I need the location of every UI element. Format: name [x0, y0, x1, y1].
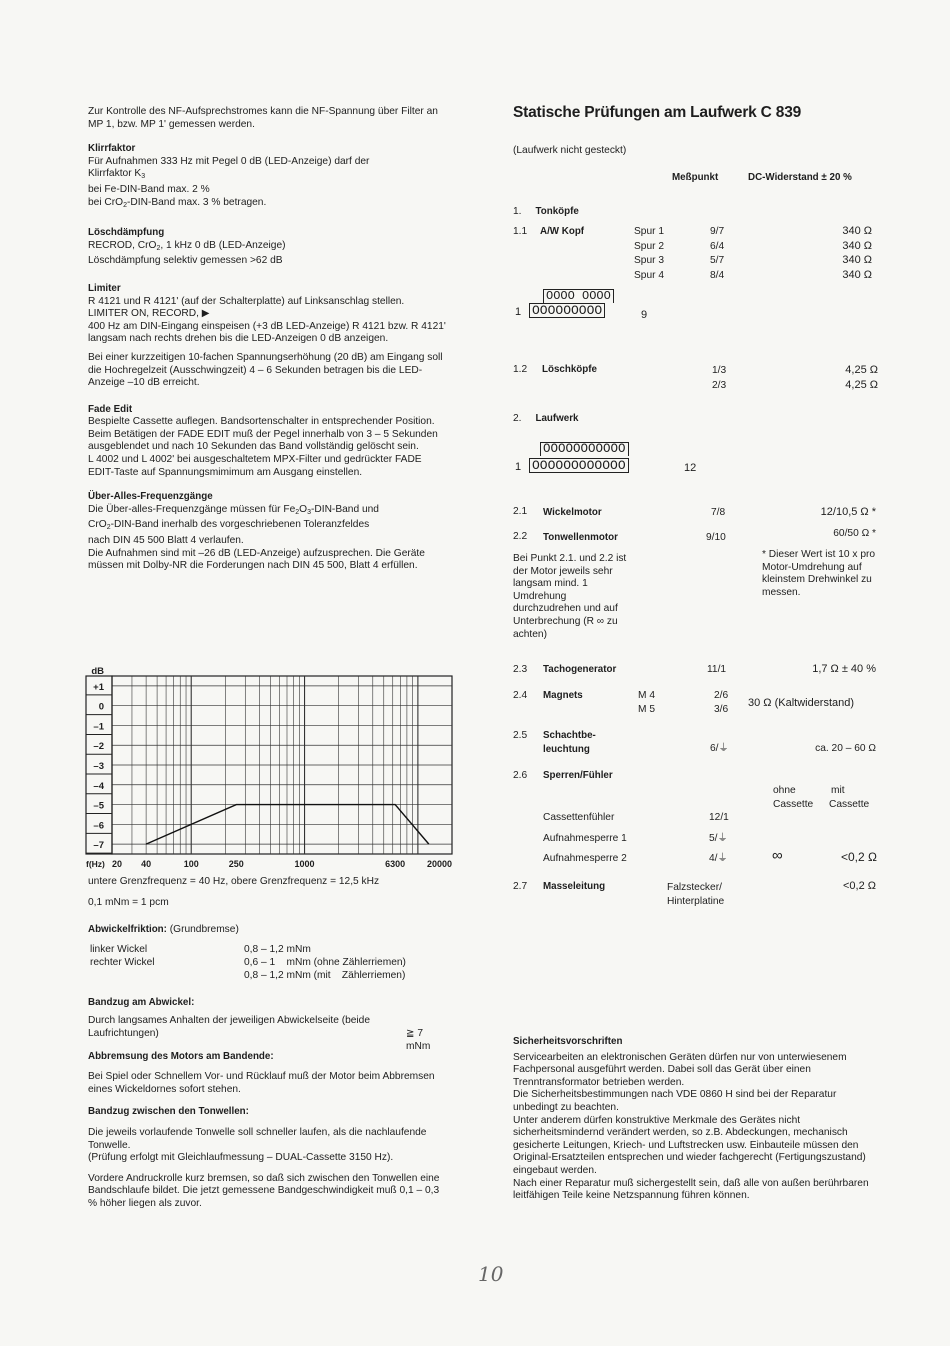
sperren-header-ohne: ohne: [773, 785, 796, 796]
section-2-6-label: Sperren/Fühler: [543, 770, 613, 781]
abwickel-row-value: 0,8 – 1,2 mNm: [244, 943, 311, 955]
bandzug-abwickel-p2: Laufrichtungen) ≧ 7 mNm: [88, 1028, 450, 1041]
limiter-heading: Limiter: [88, 282, 121, 294]
section-2-5-label-2: leuchtung: [543, 744, 590, 755]
chart-x-tick-label: 6300: [385, 859, 406, 869]
sperren-row-label: Aufnahmesperre 1: [543, 832, 627, 844]
section-2-5-number: 2.5: [513, 730, 528, 741]
aw-kopf-value: 340 Ω: [842, 239, 872, 252]
section-2-3-value: 1,7 Ω ± 40 %: [812, 663, 876, 675]
section-2-4-value: 30 Ω (Kaltwiderstand): [748, 697, 855, 709]
bandzug-abwickel-value: ≧ 7 mNm: [406, 1027, 431, 1052]
section-2-2-messpunkt: 9/10: [706, 532, 726, 543]
loeschkopf-value: 4,25 Ω: [845, 364, 878, 376]
sperren-header-cassette-2: Cassette: [829, 799, 870, 810]
abwickel-row-value: 0,8 – 1,2 mNm (mit Zählerriemen): [244, 969, 406, 981]
klirrfaktor-line-3: bei Fe-DIN-Band max. 2 %: [88, 183, 210, 195]
connector-1-left-label: 1: [515, 306, 522, 318]
sperren-row-ohne: ∞: [772, 847, 783, 864]
chart-y-tick-label: +1: [93, 681, 104, 693]
section-2-4-m5: M 5: [638, 704, 655, 715]
safety-p3: Unter anderem dürfen konstruktive Merkmale des Gerätes nicht sicherheitsmindernd verändert werden, so z.B. Abdeckungen, mechanisch gesicherte Leitungen, Kriech- und Luftstrecken usw. Einbauteile müssen den Original-Ersatzteilen entsprechen und wieder fachgerecht (Fertigungszustand) eingebaut werden.: [513, 1114, 866, 1176]
tonwellen-p1: Die jeweils vorlaufende Tonwelle soll schneller laufen, als die nachlaufende Tonwelle.: [88, 1126, 427, 1151]
column-header-dc-widerstand: DC-Widerstand ± 20 %: [748, 172, 852, 183]
tonwellen-p3: Vordere Andruckrolle kurz bremsen, so daß sich zwischen den Tonwellen eine Bandschlaufe bildet. Die jetzt gemessene Bandgeschwindigkeit muß 0,1 – 0,3 % höher liegen als zuvor.: [88, 1172, 440, 1209]
loeschdaempfung-line-2: Löschdämpfung selektiv gemessen >62 dB: [88, 255, 283, 267]
section-2-2-value: 60/50 Ω *: [833, 528, 876, 539]
aw-kopf-spur: Spur 4: [634, 269, 665, 281]
left-column-lower: [88, 876, 450, 1211]
pcm-line: 0,1 mNm = 1 pcm: [88, 896, 169, 908]
right-subtitle: (Laufwerk nicht gesteckt): [513, 145, 627, 156]
aw-kopf-value: 340 Ω: [842, 268, 872, 281]
asterisk-note: * Dieser Wert ist 10 x pro Motor-Umdrehung auf kleinstem Drehwinkel zu messen.: [762, 549, 876, 598]
aw-kopf-value: 340 Ω: [842, 225, 872, 237]
chart-x-tick-label: 20000: [426, 859, 452, 869]
fade-edit-p2: L 4002 und L 4002' bei ausgeschaltetem MPX-Filter und gedrückter FADE EDIT-Taste auf Spannungsmimimum am Ausgang einstellen.: [88, 454, 422, 478]
abwickelfriktion-note: (Grundbremse): [166, 924, 239, 936]
chart-x-tick-label: 20: [112, 859, 123, 869]
klirrfaktor-line-1: Für Aufnahmen 333 Hz mit Pegel 0 dB (LED-Anzeige) darf der: [88, 155, 370, 167]
aw-kopf-messpunkt: 6/4: [710, 240, 725, 252]
chart-y-tick-label: –5: [93, 800, 104, 812]
abbremsung-heading: Abbremsung des Motors am Bandende:: [88, 1050, 274, 1062]
aw-kopf-spur: Spur 3: [634, 255, 665, 266]
section-1-1-number: 1.1: [513, 226, 528, 237]
safety-heading: Sicherheitsvorschriften: [513, 1036, 623, 1047]
klirrfaktor-heading: Klirrfaktor: [88, 143, 136, 155]
limiter-p4: Bei einer kurzzeitigen 10-fachen Spannungserhöhung (20 dB) am Eingang soll die Hochregelzeit (Ausschwingzeit) 4 – 6 Sekunden betragen bis die LED-Anzeige –10 dB erreicht.: [88, 351, 443, 389]
sperren-row-messpunkt: 5/⏚: [709, 832, 728, 844]
fade-edit-p1: Bespielte Cassette auflegen. Bandsortenschalter in entsprechender Position. Beim Betätigen der FADE EDIT muß der Pegel innerhalb von 3 – 5 Sekunden ausgeblendet und nach 10 Sekunden das Band vollständig gelöscht sein.: [88, 416, 438, 453]
section-2-4-mp1: 2/6: [714, 690, 729, 701]
abbremsung-text: Bei Spiel oder Schnellem Vor- und Rücklauf muß der Motor beim Abbremsen eines Wickeldornes sofort stehen.: [88, 1071, 435, 1095]
sperren-row-label: Cassettenfühler: [543, 812, 615, 823]
section-2-7-messpunkt-1: Falzstecker/: [667, 882, 722, 893]
section-2-3-number: 2.3: [513, 664, 528, 675]
section-2-4-number: 2.4: [513, 690, 528, 701]
intro-paragraph: Zur Kontrolle des NF-Aufsprechstromes kann die NF-Spannung über Filter an MP 1, bzw. MP 1' gemessen werden.: [88, 106, 438, 130]
sperren-header-mit: mit: [831, 785, 845, 796]
safety-p4: Nach einer Reparatur muß sichergestellt sein, daß alle von außen berührbaren leitfähigen Teile keine Netzspannung führen können.: [513, 1177, 869, 1202]
abwickel-row-label: linker Wickel: [90, 943, 148, 955]
chart-x-tick-label: 250: [228, 859, 244, 869]
connector-2-top-row: OOOOOOOOOOO: [540, 442, 629, 456]
bandzug-abwickel-heading: Bandzug am Abwickel:: [88, 996, 195, 1008]
section-2-6-number: 2.6: [513, 770, 528, 781]
section-2-4-mp2: 3/6: [714, 704, 729, 715]
chart-x-tick-label: 100: [183, 859, 199, 869]
abwickel-row-label: rechter Wickel: [90, 956, 155, 968]
section-2-3-messpunkt: 11/1: [707, 664, 727, 675]
aw-kopf-messpunkt: 8/4: [710, 269, 725, 281]
limiter-p1: R 4121 und R 4121' (auf der Schalterplatte) auf Linksanschlag stellen.: [88, 295, 405, 307]
safety-section: [513, 1036, 879, 1203]
section-2-2-number: 2.2: [513, 531, 528, 542]
section-1-2-number: 1.2: [513, 364, 528, 375]
section-2-5-value: ca. 20 – 60 Ω: [815, 743, 876, 754]
right-title: Statische Prüfungen am Laufwerk C 839: [513, 104, 802, 121]
section-2-1-messpunkt: 7/8: [711, 507, 726, 518]
section-2-5-messpunkt: 6/⏚: [710, 743, 729, 754]
frequenzgaenge-line-3: nach DIN 45 500 Blatt 4 verlaufen.: [88, 535, 244, 547]
sperren-row-mit: <0,2 Ω: [841, 850, 877, 864]
limiter-p3: 400 Hz am DIN-Eingang einspeisen (+3 dB LED-Anzeige) R 4121 bzw. R 4121' langsam nach rechts drehen bis die LED-Anzeigen 0 dB anzeigen.: [88, 320, 446, 345]
connector-2-right-label: 12: [684, 462, 697, 474]
column-header-messpunkt: Meßpunkt: [672, 172, 719, 183]
chart-x-tick-label: 40: [141, 859, 152, 869]
section-1-1-label: A/W Kopf: [540, 226, 585, 237]
aw-kopf-messpunkt: 5/7: [710, 255, 725, 266]
section-2-5-label-1: Schachtbe-: [543, 730, 596, 741]
section-2-3-label: Tachogenerator: [543, 664, 617, 675]
sperren-row-messpunkt: 12/1: [709, 812, 729, 823]
frequenzgaenge-p2: Die Aufnahmen sind mit –26 dB (LED-Anzeige) aufzusprechen. Die Geräte müssen mit Dolby-NR die Forderungen nach DIN 45 500, Blatt 4 erfüllen.: [88, 547, 425, 572]
chart-y-tick-label: –1: [93, 721, 104, 733]
tonwellen-p2: (Prüfung erfolgt mit Gleichlaufmessung – DUAL-Cassette 3150 Hz).: [88, 1152, 394, 1164]
section-2-7-value: <0,2 Ω: [843, 880, 876, 892]
connector-1-bottom-row: OOOOOOOOO: [529, 303, 605, 318]
connector-1-right-label: 9: [641, 309, 648, 321]
klirrfaktor-line-4: bei CrO$_2$-DIN-Band max. 3 % betragen.: [88, 196, 267, 209]
frequency-response-chart: [86, 666, 456, 872]
connector-2-left-label: 1: [515, 461, 522, 473]
fade-edit-heading: Fade Edit: [88, 403, 133, 415]
frequenzgaenge-heading: Über-Alles-Frequenzgänge: [88, 491, 213, 503]
tonwellen-heading: Bandzug zwischen den Tonwellen:: [88, 1106, 249, 1118]
safety-p1: Servicearbeiten an elektronischen Geräten dürfen nur von unterwiesenem Fachpersonal ausgeführt werden. Dabei soll das Gerät über einen Trenntransformator betrieben werden.: [513, 1051, 847, 1088]
chart-y-axis-label: dB: [91, 666, 104, 677]
safety-p2: Die Sicherheitsbestimmungen nach VDE 0860 H sind bei der Reparatur unbedingt zu beachten.: [513, 1089, 837, 1113]
section-2-1-label: Wickelmotor: [543, 507, 602, 518]
connector-1-top-row: OOOO OOOO: [543, 289, 614, 303]
grenzfrequenz-line: untere Grenzfrequenz = 40 Hz, obere Grenzfrequenz = 12,5 kHz: [88, 876, 380, 887]
chart-y-tick-label: –3: [93, 761, 104, 772]
section-2: 2. Laufwerk: [513, 413, 579, 424]
section-2-2-label: Tonwellenmotor: [543, 532, 618, 543]
abwickelfriktion-table: [88, 944, 450, 983]
left-column: [88, 106, 450, 573]
frequenzgaenge-line-2: CrO$_2$-DIN-Band inerhalb des vorgeschriebenen Toleranzfeldes: [88, 519, 370, 532]
abwickel-row-value: 0,6 – 1 mNm (ohne Zählerriemen): [244, 956, 406, 968]
section-2-4-label: Magnets: [543, 690, 583, 701]
limiter-p2: LIMITER ON, RECORD, ▶: [88, 308, 210, 320]
aw-kopf-spur: Spur 2: [634, 240, 665, 252]
abwickelfriktion-heading: Abwickelfriktion:: [88, 924, 167, 936]
sperren-row-label: Aufnahmesperre 2: [543, 853, 627, 864]
section-2-7-label: Masseleitung: [543, 881, 606, 892]
section-2-7-messpunkt-2: Hinterplatine: [667, 896, 725, 907]
chart-y-tick-label: –7: [93, 840, 104, 852]
loeschdaempfung-line-1: RECROD, CrO$_2$, 1 kHz 0 dB (LED-Anzeige): [88, 239, 286, 252]
klirrfaktor-line-2: Klirrfaktor $K_3$: [88, 168, 146, 181]
chart-x-axis-label: f(Hz): [86, 859, 105, 869]
frequenzgaenge-line-1: Die Über-alles-Frequenzgänge müssen für $Fe_2O_3-DIN$-Band und: [88, 503, 379, 516]
section-2-4-m4: M 4: [638, 690, 655, 701]
motor-note: Bei Punkt 2.1. und 2.2 ist der Motor jeweils sehr langsam mind. 1 Umdrehung durchzudrehen und auf Unterbrechung (R ∞ zu achten): [513, 553, 627, 640]
sperren-row-messpunkt: 4/⏚: [709, 853, 728, 864]
bandzug-abwickel-p1: Durch langsames Anhalten der jeweiligen Abwickelseite (beide: [88, 1015, 371, 1027]
loeschkopf-messpunkt: 1/3: [712, 365, 727, 376]
section-2-1-value: 12/10,5 Ω *: [820, 506, 876, 518]
section-1-2-label: Löschköpfe: [542, 364, 597, 375]
loeschdaempfung-heading: Löschdämpfung: [88, 227, 165, 239]
section-2-1-number: 2.1: [513, 506, 528, 517]
aw-kopf-messpunkt: 9/7: [710, 226, 725, 237]
chart-y-tick-label: –4: [93, 780, 104, 792]
section-1: 1. Tonköpfe: [513, 206, 579, 217]
page-number: 10: [478, 1262, 504, 1286]
chart-x-tick-label: 1000: [294, 859, 315, 869]
chart-y-tick-label: 0: [98, 701, 104, 713]
sperren-header-cassette-1: Cassette: [773, 799, 814, 810]
section-2-7-number: 2.7: [513, 881, 528, 892]
aw-kopf-value: 340 Ω: [842, 254, 872, 266]
aw-kopf-spur: Spur 1: [634, 226, 665, 237]
chart-y-tick-label: –2: [93, 741, 104, 753]
chart-y-tick-label: –6: [93, 820, 104, 832]
connector-2-bottom-row: OOOOOOOOOOOO: [529, 458, 629, 473]
loeschkopf-value: 4,25 Ω: [845, 379, 878, 391]
loeschkopf-messpunkt: 2/3: [712, 380, 727, 391]
